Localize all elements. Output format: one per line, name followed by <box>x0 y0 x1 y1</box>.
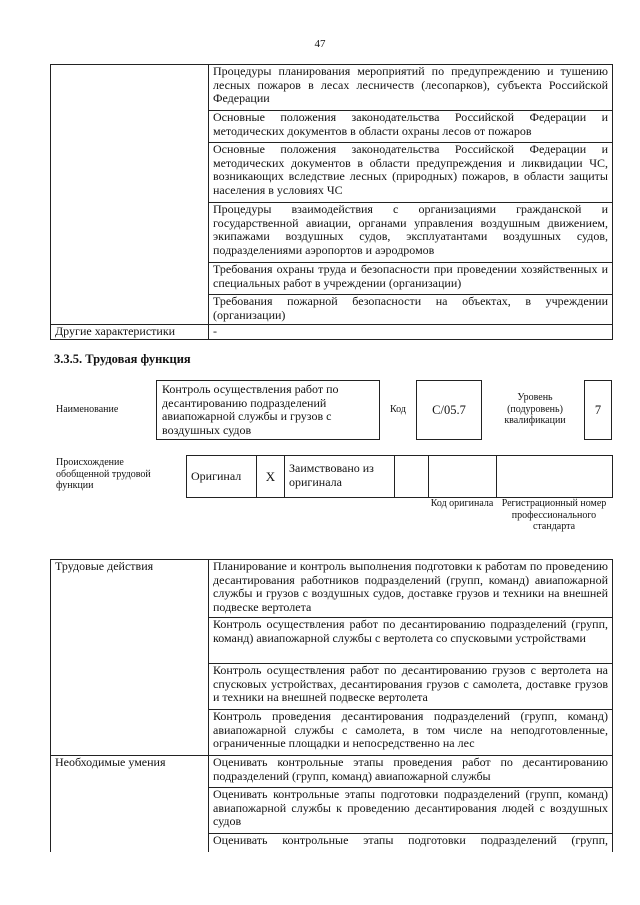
row-text: Планирование и контроль выполнения подготовки к работам по проведению десантирования работников подразделений (групп, команд) авиапожарной службы и грузов с воздушных судов, доставке грузов и техники на внешней подвеске вертолета <box>209 560 613 618</box>
level-label: Уровень (подуровень) квалификации <box>504 392 566 426</box>
code-box <box>416 380 482 440</box>
row-label <box>51 788 209 834</box>
page-number: 47 <box>314 38 326 50</box>
actions-table <box>50 559 613 852</box>
code-label: Код <box>390 404 406 415</box>
table-row <box>51 65 613 111</box>
row-text: Контроль осуществления работ по десантированию подразделений (групп, команд) авиапожарной службы с вертолета со спусковыми устройствами <box>209 618 613 664</box>
row-label <box>51 834 209 852</box>
level-value: 7 <box>594 403 602 417</box>
row-label <box>51 203 209 263</box>
row-text: Оценивать контрольные этапы подготовки подразделений (групп, <box>209 834 613 852</box>
table-row <box>51 143 613 203</box>
level-box <box>584 380 612 440</box>
origin-table <box>186 455 613 498</box>
table-row <box>51 710 613 756</box>
row-label <box>51 263 209 295</box>
other-characteristics-label: Другие характеристики <box>51 325 209 340</box>
original-mark: X <box>257 456 285 498</box>
row-text: Оценивать контрольные этапы подготовки подразделений (групп, команд) авиапожарной службы к проведению десантирования людей с воздушных судов <box>209 788 613 834</box>
row-label <box>51 710 209 756</box>
table-row <box>51 263 613 295</box>
row-label <box>51 618 209 664</box>
borrowed-label: Заимствовано из оригинала <box>285 456 395 498</box>
knowledge-table <box>50 64 613 340</box>
row-text: Контроль осуществления работ по десантированию грузов с вертолета на спусковых устройствах, десантирования грузов с самолета, доставке грузов и техники на внешней подвеске вертолета <box>209 664 613 710</box>
origin-row <box>187 456 613 498</box>
row-label <box>51 664 209 710</box>
reg-number-cell <box>497 456 613 498</box>
table-row <box>51 560 613 618</box>
table-row <box>51 664 613 710</box>
row-text: Требования пожарной безопасности на объектах, в учреждении (организации) <box>209 295 613 325</box>
origin-label: Происхождение обобщенной трудовой функции <box>56 457 151 491</box>
labor-actions-label: Трудовые действия <box>51 560 209 618</box>
table-row <box>51 325 613 340</box>
row-label <box>51 65 209 111</box>
function-name-box <box>156 380 380 440</box>
other-characteristics-value: - <box>209 325 613 340</box>
row-text: Процедуры планирования мероприятий по предупреждению и тушению лесных пожаров в лесах лесничеств (лесопарков), субъекта Российской Федерации <box>209 65 613 111</box>
row-label <box>51 111 209 143</box>
table-row <box>51 203 613 263</box>
function-name-value: Контроль осуществления работ по десантированию подразделений авиапожарной службы и грузов с воздушных судов <box>162 382 339 437</box>
code-original-caption: Код оригинала <box>430 498 494 509</box>
code-value: C/05.7 <box>432 403 466 417</box>
table-row <box>51 295 613 325</box>
table-row <box>51 756 613 788</box>
table-row <box>51 834 613 852</box>
row-text: Основные положения законодательства Российской Федерации и методических документов в области предупреждения и ликвидации ЧС, возникающих вследствие лесных (природных) пожаров, в области защиты населения в условиях ЧС <box>209 143 613 203</box>
name-label: Наименование <box>56 404 119 415</box>
row-text: Требования охраны труда и безопасности при проведении хозяйственных и специальных работ в учреждении (организации) <box>209 263 613 295</box>
row-text: Процедуры взаимодействия с организациями гражданской и государственной авиации, органами управления воздушным движением, экипажами воздушных судов, эксплуатантами воздушных судов, подразделениями аэропортов и аэродромов <box>209 203 613 263</box>
original-label: Оригинал <box>187 456 257 498</box>
empty-cell <box>395 456 429 498</box>
code-original-cell <box>429 456 497 498</box>
skills-label: Необходимые умения <box>51 756 209 788</box>
row-text: Основные положения законодательства Российской Федерации и методических документов в области охраны лесов от пожаров <box>209 111 613 143</box>
table-row <box>51 618 613 664</box>
row-text: Контроль проведения десантирования подразделений (групп, команд) авиапожарной службы с самолета, в том числе на неподготовленные, ограниченные площадки и непосредственно на лес <box>209 710 613 756</box>
row-label <box>51 143 209 203</box>
row-label <box>51 295 209 325</box>
reg-number-caption: Регистрационный номер профессионального стандарта <box>501 498 607 532</box>
table-row <box>51 788 613 834</box>
section-heading: 3.3.5. Трудовая функция <box>54 352 191 366</box>
table-row <box>51 111 613 143</box>
row-text: Оценивать контрольные этапы проведения работ по десантированию подразделений (групп, команд) авиапожарной службы <box>209 756 613 788</box>
